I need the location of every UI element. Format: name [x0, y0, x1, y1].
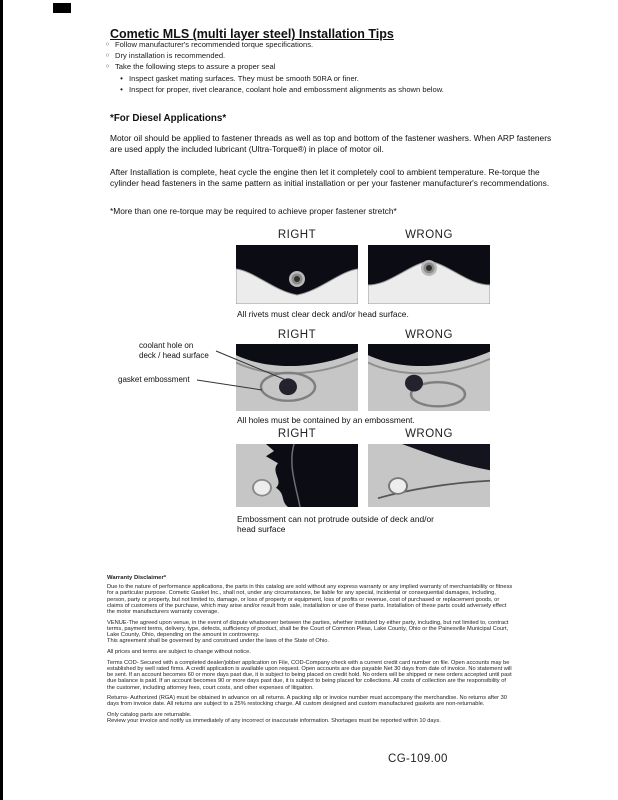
- tip-text: Follow manufacturer's recommended torque specifications.: [115, 40, 314, 49]
- circle-bullet-icon: ○: [105, 52, 110, 60]
- coolant-hole-icon: [405, 375, 423, 392]
- coolant-hole-icon: [279, 378, 297, 395]
- right-column-header: RIGHT: [277, 428, 317, 440]
- list-item: [104, 63, 444, 71]
- list-item: [118, 75, 444, 83]
- dot-bullet-icon: •: [120, 73, 123, 83]
- body-paragraph: *More than one re-torque may be required to achieve proper fastener stretch*: [110, 206, 397, 216]
- dot-bullet-icon: •: [120, 84, 123, 94]
- tip-text: Dry installation is recommended.: [115, 51, 226, 61]
- diesel-applications-heading: *For Diesel Applications*: [110, 113, 227, 124]
- disclaimer-paragraph: Due to the nature of performance applications, the parts in this catalog are sold without any express warranty or any implied warranty of merchantability or fitness for a particular purpose. Cometic Gasket Inc., shall not, under any circumstances, be liable for any special, incidental or consequential damages, including, person, party or property, but not limited to, damage, or loss of property or equipment, loss of profits or revenue, cost of purchased or replacement goods, or claims of customers of the purchase, which may arise and/or result from sale, installation or use of these parts. Installation of these parts could adversely effect the motor manufacturers warranty coverage.: [107, 584, 513, 616]
- right-column-header: RIGHT: [277, 329, 317, 341]
- hole-contained-illustration: [236, 344, 358, 411]
- circle-bullet-icon: ○: [105, 41, 110, 48]
- coolant-hole-callout: coolant hole on deck / head surface: [139, 341, 209, 360]
- wrong-column-header: WRONG: [405, 428, 453, 440]
- body-paragraph: Motor oil should be applied to fastener threads as well as top and bottom of the fastener washers. When ARP fasteners are used apply the included lubricant (Ultra-Torque®) in place of motor oil.: [110, 133, 552, 154]
- coolant-hole-wrong-diagram: [368, 344, 490, 411]
- tip-text: Inspect for proper, rivet clearance, coolant hole and embossment alignments as shown below.: [129, 84, 444, 94]
- disclaimer-paragraph: Terms COD- Secured with a completed dealer/jobber application on File, COD-Company check with a current credit card number on file. Open accounts may be established by well rated firms. A credit application is available upon request. Open accounts are due payable Net 30 days from date of invoice. No statement will be sent. If an account becomes 60 or more days past due, it is subject to being placed on credit hold. No orders will be shipped or new orders accepted until past due balance is paid. If an account becomes 90 or more days past due, it is subject to being placed for collections. All costs of collection are the responsibility of the customer, including attorney fees, court costs, and other expenses of litigation.: [107, 659, 512, 691]
- wrong-column-header: WRONG: [405, 329, 453, 341]
- circle-bullet-icon: ○: [105, 63, 110, 71]
- embossment-inside-illustration: [236, 444, 358, 507]
- tips-list: [104, 41, 444, 97]
- list-item: [118, 86, 444, 94]
- wrong-column-header: WRONG: [405, 229, 453, 241]
- disclaimer-paragraph: Only catalog parts are returnable.: [107, 712, 192, 719]
- right-column-header: RIGHT: [277, 229, 317, 241]
- diagram-caption: All rivets must clear deck and/or head surface.: [237, 309, 409, 319]
- embossment-right-diagram: [236, 444, 358, 507]
- disclaimer-paragraph: Review your invoice and notify us immediately of any incorrect or inaccurate information. Shortages must be reported within 10 days.: [107, 718, 441, 725]
- list-item: [104, 52, 444, 60]
- gasket-embossment-callout: gasket embossment: [118, 375, 190, 384]
- rivet-clear-illustration: [236, 245, 358, 304]
- scan-mark: [53, 3, 71, 13]
- tip-text: Inspect gasket mating surfaces. They must be smooth 50RA or finer.: [129, 73, 359, 83]
- warranty-disclaimer-block: [107, 575, 513, 729]
- page-edge-line: [0, 0, 3, 800]
- disclaimer-paragraph: VENUE-The agreed upon venue, in the event of dispute whatsoever between the parties, whether instituted by either party, including, but not limited to, contract terms, payment terms, delivery, type, defects, sufficiency of product, shall be the Court of Common Pleas, Lake County, Ohio or the Painesville Municipal Court, Lake County, Ohio, depending on the amount in controversy.: [107, 619, 509, 639]
- body-paragraph: After Installation is complete, heat cycle the engine then let it completely cool to ambient temperature. Re-torque the cylinder head fasteners in the same pattern as initial installation or per your fastener manufacturer's recommendations.: [110, 167, 550, 188]
- embossment-protruding-illustration: [368, 444, 490, 507]
- disclaimer-paragraph: Returns- Authorized (RGA) must be obtained in advance on all returns. A packing slip or invoice number must accompany the merchandise. No returns after 30 days from invoice date. All returns are subject to a 25% restocking charge. All custom designed and custom manufactured gaskets are non-returnable.: [107, 695, 507, 708]
- disclaimer-heading: Warranty Disclaimer*: [107, 575, 167, 581]
- rivet-right-diagram: [236, 245, 358, 304]
- catalog-page-code: CG-109.00: [388, 753, 448, 765]
- tip-text: Take the following steps to assure a proper seal: [115, 62, 276, 72]
- page-title: Cometic MLS (multi layer steel) Installation Tips: [110, 27, 394, 42]
- diagram-caption: Embossment can not protrude outside of deck and/or head surface: [237, 514, 434, 534]
- diagram-caption: All holes must be contained by an embossment.: [237, 415, 415, 425]
- disclaimer-paragraph: This agreement shall be governed by and construed under the laws of the State of Ohio.: [107, 638, 329, 645]
- list-item: [104, 41, 444, 49]
- rivet-wrong-diagram: [368, 245, 490, 304]
- bolt-hole-icon: [253, 480, 271, 496]
- rivet-overlap-illustration: [368, 245, 490, 304]
- hole-not-contained-illustration: [368, 344, 490, 411]
- coolant-hole-right-diagram: [236, 344, 358, 411]
- embossment-wrong-diagram: [368, 444, 490, 507]
- bolt-hole-icon: [389, 478, 407, 494]
- disclaimer-paragraph: All prices and terms are subject to change without notice.: [107, 649, 251, 656]
